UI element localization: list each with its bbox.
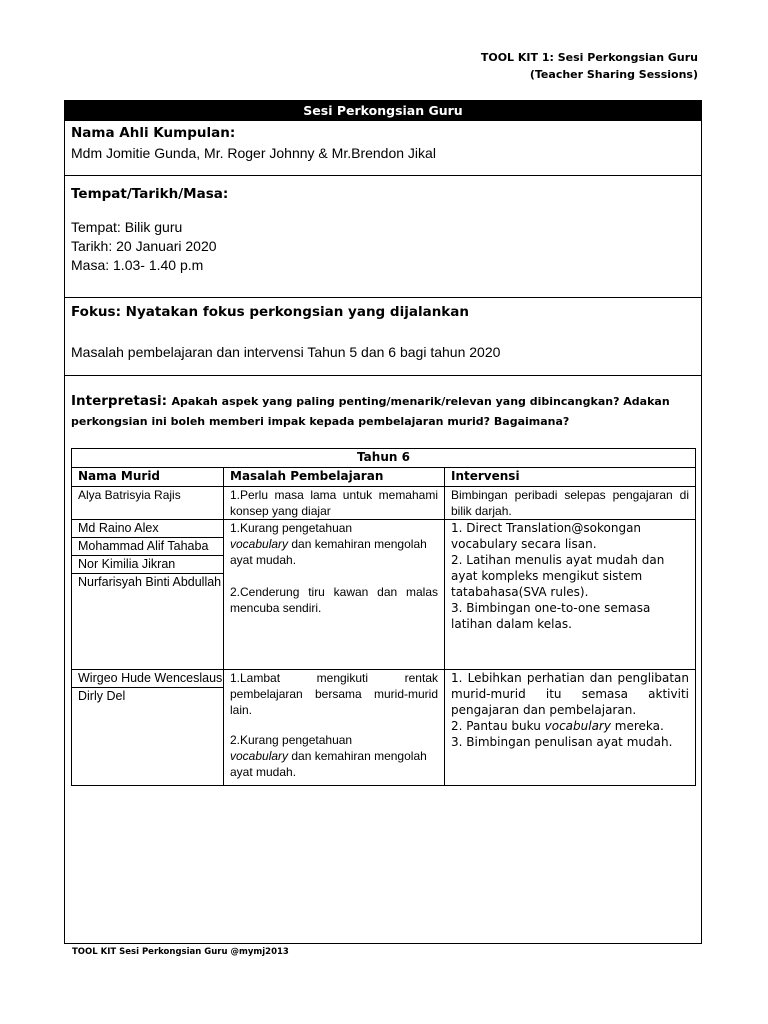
column-header-student: Nama Murid bbox=[72, 468, 224, 487]
student-name: Nurfarisyah Binti Abdullah bbox=[78, 575, 222, 589]
members-label: Nama Ahli Kumpulan: bbox=[71, 125, 236, 141]
student-name: Wirgeo Hude Wenceslaus bbox=[72, 670, 223, 688]
focus-value: Masalah pembelajaran dan intervensi Tahun 5 dan 6 bagi tahun 2020 bbox=[71, 344, 501, 360]
intervention-cell: Bimbingan peribadi selepas pengajaran di bilik darjah. bbox=[445, 487, 696, 520]
intervention-cell bbox=[445, 520, 696, 670]
problem-em: vocabulary bbox=[230, 749, 289, 763]
intervention-cell bbox=[445, 670, 696, 786]
interpretation-section bbox=[71, 391, 691, 432]
toolkit-header bbox=[481, 49, 698, 83]
column-header-intervention: Intervensi bbox=[445, 468, 696, 487]
members-section bbox=[65, 121, 701, 176]
problem-text: 1.Lambat mengikuti rentak pembelajaran bersama murid-murid lain. bbox=[230, 671, 438, 717]
problem-text: dan kemahiran mengolah ayat mudah. bbox=[230, 749, 427, 779]
place-value: Tempat: Bilik guru bbox=[71, 219, 183, 235]
student-name: Mohammad Alif Tahaba bbox=[72, 538, 223, 556]
focus-section bbox=[65, 298, 701, 376]
problem-text: 2.Cenderung tiru kawan dan malas mencuba sendiri. bbox=[230, 585, 438, 615]
intervention-item: 3. Bimbingan one-to-one semasa latihan dalam kelas. bbox=[451, 601, 651, 631]
intervention-item: 3. Bimbingan penulisan ayat mudah. bbox=[451, 735, 673, 749]
interpretation-question-1: Apakah aspek yang paling penting/menarik/relevan yang dibincangkan? Adakan bbox=[171, 395, 670, 408]
intervention-item: 2. Latihan menulis ayat mudah dan ayat kompleks mengikut sistem tatabahasa(SVA rules). bbox=[451, 553, 665, 599]
table-row bbox=[72, 487, 696, 520]
date-value: Tarikh: 20 Januari 2020 bbox=[71, 238, 217, 254]
interpretation-label: Interpretasi: bbox=[71, 393, 168, 409]
student-names-group bbox=[72, 670, 224, 786]
student-names-group bbox=[72, 520, 224, 670]
student-name: Md Raino Alex bbox=[72, 520, 223, 538]
problem-cell bbox=[224, 520, 445, 670]
student-name: Nor Kimilia Jikran bbox=[72, 556, 223, 574]
members-value: Mdm Jomitie Gunda, Mr. Roger Johnny & Mr.Brendon Jikal bbox=[71, 145, 436, 161]
problem-cell: 1.Perlu masa lama untuk memahami konsep yang diajar bbox=[224, 487, 445, 520]
intervention-item: 1. Lebihkan perhatian dan penglibatan murid-murid itu semasa aktiviti pengajaran dan pembelajaran. bbox=[451, 671, 689, 717]
problem-em: vocabulary bbox=[230, 537, 289, 551]
interpretation-question-2: perkongsian ini boleh memberi impak kepada pembelajaran murid? Bagaimana? bbox=[71, 415, 570, 428]
header-title: TOOL KIT 1: Sesi Perkongsian Guru bbox=[480, 51, 698, 64]
intervention-item: 2. Pantau buku vocabulary mereka. bbox=[451, 719, 664, 733]
time-value: Masa: 1.03- 1.40 p.m bbox=[71, 257, 204, 273]
focus-label: Fokus: Nyatakan fokus perkongsian yang dijalankan bbox=[71, 304, 469, 320]
place-date-time-label: Tempat/Tarikh/Masa: bbox=[71, 186, 229, 202]
problem-cell bbox=[224, 670, 445, 786]
place-date-time-values bbox=[71, 218, 217, 275]
header-subtitle: (Teacher Sharing Sessions) bbox=[529, 68, 698, 81]
intervention-item: 1. Direct Translation@sokongan vocabulary secara lisan. bbox=[451, 521, 642, 551]
table-row bbox=[72, 670, 696, 786]
place-date-time-section bbox=[65, 176, 701, 298]
column-header-problem: Masalah Pembelajaran bbox=[224, 468, 445, 487]
form-title: Sesi Perkongsian Guru bbox=[65, 101, 701, 121]
student-name: Alya Batrisyia Rajis bbox=[72, 487, 224, 520]
year6-table bbox=[71, 448, 696, 786]
table-row bbox=[72, 520, 696, 670]
footer-credit: TOOL KIT Sesi Perkongsian Guru @mymj2013 bbox=[72, 947, 289, 957]
table-caption: Tahun 6 bbox=[72, 449, 696, 468]
problem-text: 2.Kurang pengetahuan bbox=[230, 733, 353, 747]
problem-text: 1.Kurang pengetahuan bbox=[230, 521, 353, 535]
student-name: Dirly Del bbox=[78, 689, 126, 703]
problem-text: dan kemahiran mengolah ayat mudah. bbox=[230, 537, 427, 567]
sharing-session-form bbox=[64, 100, 702, 944]
